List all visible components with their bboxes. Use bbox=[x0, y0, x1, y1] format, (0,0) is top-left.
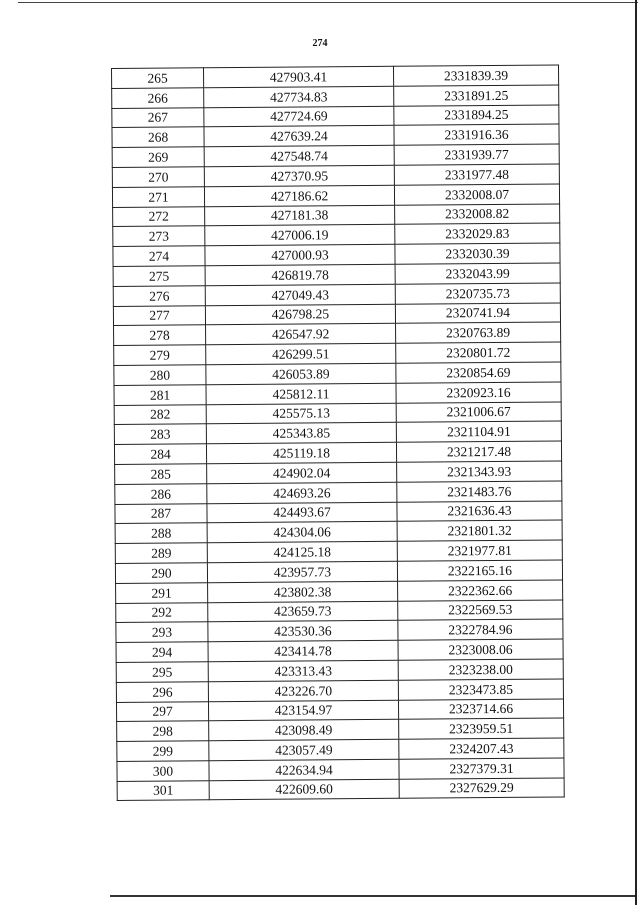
easting-cell: 424304.06 bbox=[207, 522, 397, 543]
easting-cell: 423414.78 bbox=[208, 640, 398, 661]
northing-cell: 2323714.66 bbox=[398, 698, 563, 719]
table-row bbox=[112, 144, 559, 167]
northing-cell: 2331891.25 bbox=[394, 85, 559, 106]
easting-cell: 424493.67 bbox=[207, 502, 397, 523]
northing-cell: 2321977.81 bbox=[397, 540, 562, 561]
easting-cell: 423154.97 bbox=[208, 700, 398, 721]
easting-cell: 424693.26 bbox=[207, 482, 397, 503]
table-row bbox=[115, 540, 562, 563]
point-number-cell: 295 bbox=[116, 662, 208, 683]
table-row bbox=[114, 441, 561, 464]
point-number-cell: 291 bbox=[116, 582, 208, 603]
table-row bbox=[113, 283, 560, 306]
point-number-cell: 279 bbox=[114, 345, 206, 366]
northing-cell: 2332029.83 bbox=[395, 223, 560, 244]
table-row bbox=[112, 65, 559, 88]
coordinates-table bbox=[111, 64, 565, 801]
point-number-cell: 273 bbox=[113, 226, 205, 247]
point-number-cell: 284 bbox=[114, 444, 206, 465]
table-row bbox=[114, 402, 561, 425]
point-number-cell: 288 bbox=[115, 523, 207, 544]
easting-cell: 427181.38 bbox=[205, 205, 395, 226]
northing-cell: 2331894.25 bbox=[394, 105, 559, 126]
easting-cell: 427734.83 bbox=[204, 86, 394, 107]
table-row bbox=[112, 184, 559, 207]
coordinates-table-body bbox=[112, 65, 565, 801]
table-row bbox=[117, 778, 564, 801]
table-row bbox=[115, 520, 562, 543]
easting-cell: 427000.93 bbox=[205, 244, 395, 265]
point-number-cell: 281 bbox=[114, 385, 206, 406]
easting-cell: 426053.89 bbox=[206, 363, 396, 384]
table-row bbox=[114, 382, 561, 405]
northing-cell: 2320854.69 bbox=[396, 362, 561, 383]
easting-cell: 424902.04 bbox=[207, 462, 397, 483]
easting-cell: 425343.85 bbox=[206, 423, 396, 444]
point-number-cell: 283 bbox=[114, 424, 206, 445]
easting-cell: 423098.49 bbox=[209, 720, 399, 741]
table-row bbox=[113, 263, 560, 286]
point-number-cell: 276 bbox=[113, 286, 205, 307]
northing-cell: 2321483.76 bbox=[397, 481, 562, 502]
northing-cell: 2320741.94 bbox=[395, 303, 560, 324]
table-row bbox=[114, 421, 561, 444]
point-number-cell: 286 bbox=[115, 483, 207, 504]
easting-cell: 427006.19 bbox=[205, 225, 395, 246]
northing-cell: 2322784.96 bbox=[398, 619, 563, 640]
point-number-cell: 287 bbox=[115, 503, 207, 524]
point-number-cell: 297 bbox=[116, 701, 208, 722]
easting-cell: 425119.18 bbox=[206, 442, 396, 463]
point-number-cell: 285 bbox=[115, 464, 207, 485]
table-row bbox=[116, 639, 563, 662]
easting-cell: 423530.36 bbox=[208, 621, 398, 642]
northing-cell: 2331977.48 bbox=[394, 164, 559, 185]
easting-cell: 426798.25 bbox=[205, 304, 395, 325]
table-row bbox=[113, 303, 560, 326]
point-number-cell: 278 bbox=[114, 325, 206, 346]
table-row bbox=[116, 619, 563, 642]
point-number-cell: 272 bbox=[113, 206, 205, 227]
table-row bbox=[115, 560, 562, 583]
table-row bbox=[117, 738, 564, 761]
table-row bbox=[116, 659, 563, 682]
easting-cell: 426547.92 bbox=[206, 324, 396, 345]
northing-cell: 2331839.39 bbox=[393, 65, 558, 86]
easting-cell: 422609.60 bbox=[209, 779, 399, 800]
northing-cell: 2321801.32 bbox=[397, 520, 562, 541]
easting-cell: 423313.43 bbox=[208, 660, 398, 681]
table-row bbox=[112, 105, 559, 128]
point-number-cell: 292 bbox=[116, 602, 208, 623]
easting-cell: 423802.38 bbox=[208, 581, 398, 602]
table-row bbox=[117, 718, 564, 741]
easting-cell: 427903.41 bbox=[204, 66, 394, 87]
point-number-cell: 269 bbox=[112, 147, 204, 168]
northing-cell: 2323008.06 bbox=[398, 639, 563, 660]
table-row bbox=[113, 243, 560, 266]
easting-cell: 425812.11 bbox=[206, 383, 396, 404]
northing-cell: 2332008.07 bbox=[394, 184, 559, 205]
easting-cell: 423226.70 bbox=[208, 680, 398, 701]
northing-cell: 2321636.43 bbox=[397, 501, 562, 522]
northing-cell: 2331939.77 bbox=[394, 144, 559, 165]
easting-cell: 427639.24 bbox=[204, 126, 394, 147]
point-number-cell: 267 bbox=[112, 107, 204, 128]
northing-cell: 2324207.43 bbox=[399, 738, 564, 759]
table-row bbox=[114, 362, 561, 385]
easting-cell: 427724.69 bbox=[204, 106, 394, 127]
northing-cell: 2323473.85 bbox=[398, 679, 563, 700]
table-row bbox=[112, 85, 559, 108]
northing-cell: 2321006.67 bbox=[396, 402, 561, 423]
table-row bbox=[116, 599, 563, 622]
point-number-cell: 274 bbox=[113, 246, 205, 267]
point-number-cell: 266 bbox=[112, 88, 204, 109]
point-number-cell: 294 bbox=[116, 642, 208, 663]
point-number-cell: 268 bbox=[112, 127, 204, 148]
table-row bbox=[116, 679, 563, 702]
table-row bbox=[116, 698, 563, 721]
northing-cell: 2320735.73 bbox=[395, 283, 560, 304]
table-row bbox=[112, 124, 559, 147]
easting-cell: 426819.78 bbox=[205, 264, 395, 285]
point-number-cell: 296 bbox=[116, 681, 208, 702]
northing-cell: 2331916.36 bbox=[394, 124, 559, 145]
northing-cell: 2320801.72 bbox=[396, 342, 561, 363]
point-number-cell: 293 bbox=[116, 622, 208, 643]
point-number-cell: 277 bbox=[113, 305, 205, 326]
northing-cell: 2321217.48 bbox=[396, 441, 561, 462]
northing-cell: 2321343.93 bbox=[397, 461, 562, 482]
table-row bbox=[117, 758, 564, 781]
northing-cell: 2332043.99 bbox=[395, 263, 560, 284]
easting-cell: 427370.95 bbox=[204, 165, 394, 186]
northing-cell: 2322569.53 bbox=[398, 599, 563, 620]
easting-cell: 427049.43 bbox=[205, 284, 395, 305]
easting-cell: 423957.73 bbox=[207, 561, 397, 582]
easting-cell: 422634.94 bbox=[209, 759, 399, 780]
point-number-cell: 265 bbox=[112, 68, 204, 89]
page-number: 274 bbox=[312, 38, 328, 49]
northing-cell: 2321104.91 bbox=[396, 421, 561, 442]
easting-cell: 423057.49 bbox=[209, 739, 399, 760]
northing-cell: 2327629.29 bbox=[399, 778, 564, 799]
northing-cell: 2323959.51 bbox=[399, 718, 564, 739]
point-number-cell: 282 bbox=[114, 404, 206, 425]
scan-edge-top bbox=[18, 2, 638, 3]
point-number-cell: 289 bbox=[115, 543, 207, 564]
northing-cell: 2322165.16 bbox=[397, 560, 562, 581]
table-row bbox=[114, 342, 561, 365]
easting-cell: 425575.13 bbox=[206, 403, 396, 424]
table-row bbox=[115, 501, 562, 524]
point-number-cell: 271 bbox=[112, 187, 204, 208]
northing-cell: 2332008.82 bbox=[395, 204, 560, 225]
scan-edge-right bbox=[635, 0, 637, 905]
scan-edge-bottom bbox=[110, 895, 635, 897]
table-row bbox=[115, 481, 562, 504]
northing-cell: 2332030.39 bbox=[395, 243, 560, 264]
point-number-cell: 275 bbox=[113, 266, 205, 287]
northing-cell: 2323238.00 bbox=[398, 659, 563, 680]
northing-cell: 2322362.66 bbox=[398, 580, 563, 601]
point-number-cell: 270 bbox=[112, 167, 204, 188]
point-number-cell: 300 bbox=[117, 761, 209, 782]
point-number-cell: 290 bbox=[115, 563, 207, 584]
point-number-cell: 301 bbox=[117, 780, 209, 801]
easting-cell: 423659.73 bbox=[208, 601, 398, 622]
table-row bbox=[112, 164, 559, 187]
table-row bbox=[116, 580, 563, 603]
table-row bbox=[115, 461, 562, 484]
easting-cell: 424125.18 bbox=[207, 541, 397, 562]
northing-cell: 2320763.89 bbox=[396, 322, 561, 343]
point-number-cell: 298 bbox=[117, 721, 209, 742]
northing-cell: 2320923.16 bbox=[396, 382, 561, 403]
easting-cell: 427186.62 bbox=[204, 185, 394, 206]
easting-cell: 427548.74 bbox=[204, 145, 394, 166]
table-row bbox=[113, 204, 560, 227]
table-row bbox=[114, 322, 561, 345]
point-number-cell: 299 bbox=[117, 741, 209, 762]
northing-cell: 2327379.31 bbox=[399, 758, 564, 779]
easting-cell: 426299.51 bbox=[206, 343, 396, 364]
table-row bbox=[113, 223, 560, 246]
point-number-cell: 280 bbox=[114, 365, 206, 386]
